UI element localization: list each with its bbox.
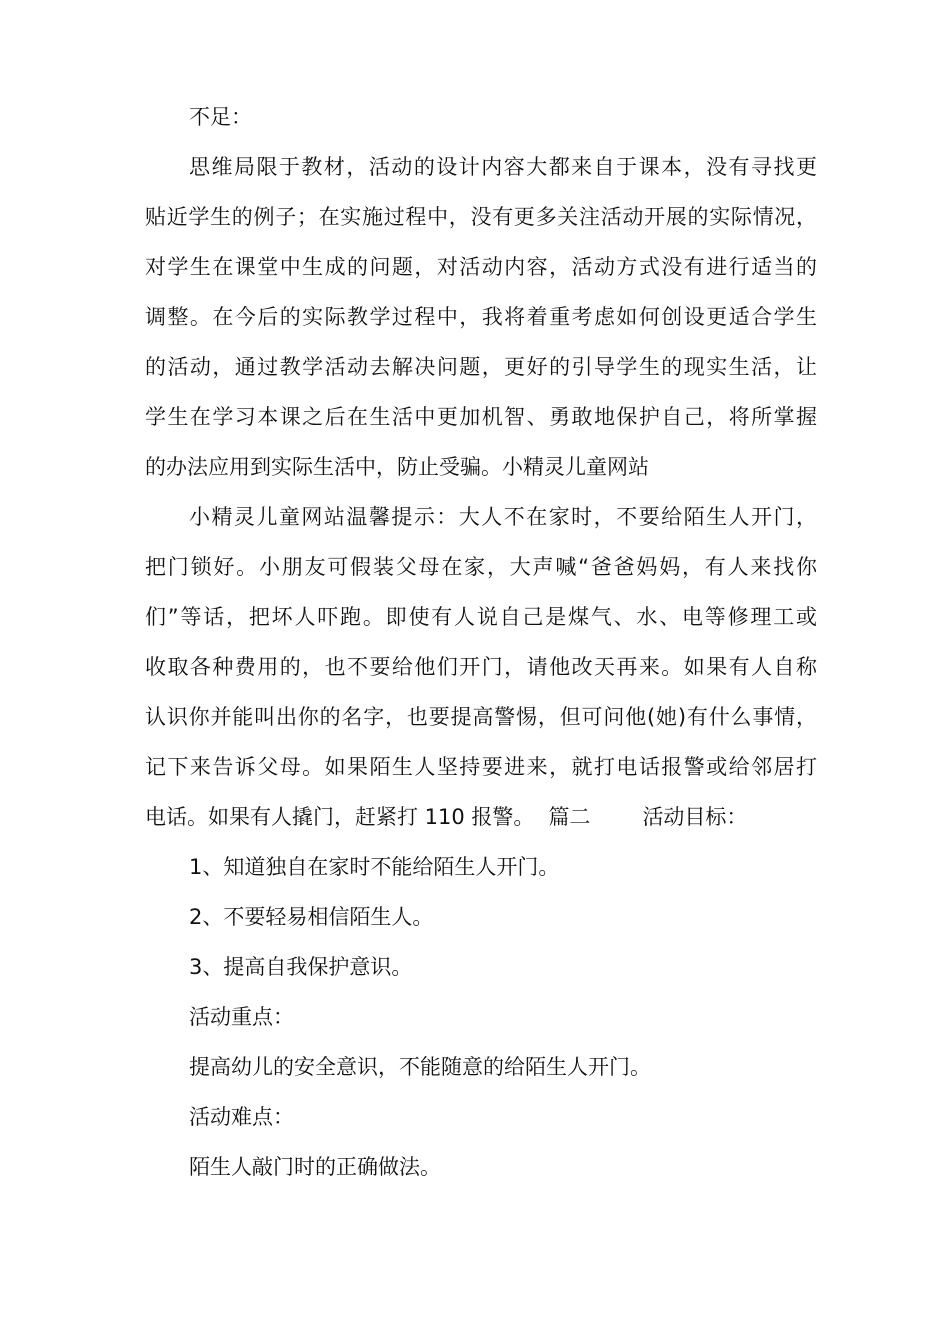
shortage-line-1: 思维局限于教材，活动的设计内容大都来自于课本，没有寻找更 — [189, 155, 817, 179]
tips-last-line: 电话。如果有人撬门，赶紧打 110 报警。 — [145, 805, 535, 829]
shortage-line-2: 贴近学生的例子；在实施过程中，没有更多关注活动开展的实际情况， — [145, 205, 817, 229]
tips-line-5: 认识你并能叫出你的名字，也要提高警惕，但可问他(她)有什么事情， — [145, 705, 817, 729]
document-body — [145, 92, 817, 1192]
goal-item-2: 2、不要轻易相信陌生人。 — [189, 905, 434, 929]
tips-line-6: 记下来告诉父母。如果陌生人坚持要进来，就打电话报警或给邻居打 — [145, 755, 817, 779]
shortage-paragraph — [145, 142, 817, 492]
tips-line-3: 们”等话，把坏人吓跑。即使有人说自己是煤气、水、电等修理工或 — [145, 605, 817, 629]
key-point-text: 提高幼儿的安全意识，不能随意的给陌生人开门。 — [189, 1055, 651, 1079]
shortage-heading: 不足： — [189, 105, 252, 129]
tips-line-2: 把门锁好。小朋友可假装父母在家，大声喊“爸爸妈妈，有人来找你 — [145, 555, 817, 579]
tips-line-7 — [145, 792, 817, 842]
shortage-line-3: 对学生在课堂中生成的问题，对活动内容，活动方式没有进行适当的 — [145, 255, 817, 279]
difficulty-text: 陌生人敲门时的正确做法。 — [189, 1155, 441, 1179]
key-point-heading: 活动重点： — [189, 1005, 294, 1029]
tips-line-1: 小精灵儿童网站温馨提示：大人不在家时，不要给陌生人开门， — [189, 505, 817, 529]
tips-paragraph — [145, 492, 817, 842]
tips-line-4: 收取各种费用的，也不要给他们开门，请他改天再来。如果有人自称 — [145, 655, 817, 679]
shortage-line-4: 调整。在今后的实际教学过程中，我将着重考虑如何创设更适合学生 — [145, 305, 817, 329]
goal-item-3: 3、提高自我保护意识。 — [189, 955, 413, 979]
section-label: 篇二 — [548, 805, 591, 829]
shortage-line-7: 的办法应用到实际生活中，防止受骗。小精灵儿童网站 — [145, 455, 649, 479]
difficulty-heading: 活动难点： — [189, 1105, 294, 1129]
shortage-line-6: 学生在学习本课之后在生活中更加机智、勇敢地保护自己，将所掌握 — [145, 405, 817, 429]
shortage-line-5: 的活动，通过教学活动去解决问题，更好的引导学生的现实生活，让 — [145, 355, 817, 379]
goals-heading: 活动目标： — [642, 805, 748, 829]
goal-item-1: 1、知道独自在家时不能给陌生人开门。 — [189, 855, 560, 879]
